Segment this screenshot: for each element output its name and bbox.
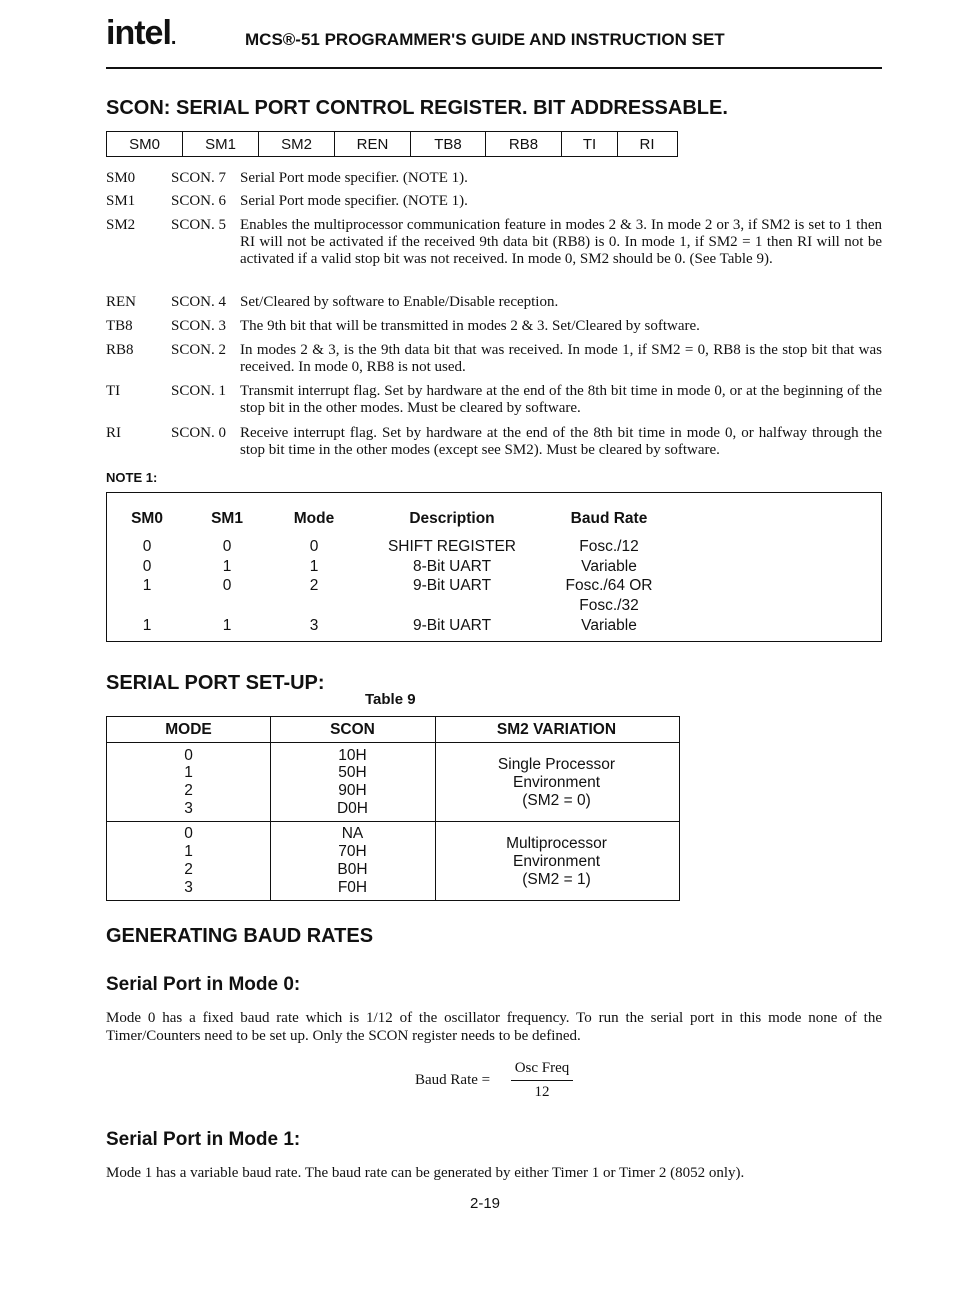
bit-address: SCON. 2 [171,342,227,358]
table-9-mode-cell: 0 [184,825,193,842]
table-9-scon-cell: F0H [337,879,368,896]
mode-table-cell: Fosc./64 OR [565,577,653,594]
mode-table-cell: 0 [142,558,152,575]
intel-logo: intel. [106,14,176,52]
mode-table-cell: 0 [222,577,232,594]
formula-denominator: 12 [534,1084,550,1100]
mode-table-cell: 9-Bit UART [412,577,492,594]
table-divider [107,742,679,743]
bit-name: TI [106,383,121,399]
table-9-mode-cell: 2 [184,861,193,878]
table-9-scon-cell: 70H [338,843,367,860]
mode-table-cell: SHIFT REGISTER [387,538,517,555]
bit-address: SCON. 4 [171,294,227,310]
formula-numerator: Osc Freq [514,1060,570,1076]
baud-rates-title: GENERATING BAUD RATES [106,925,374,947]
mode-table-cell: 2 [309,577,319,594]
mode0-paragraph: Mode 0 has a fixed baud rate which is 1/12 of the oscillator frequency. To run the serial port in this mode none of the Timer/Counters need to be set up. Only the SCON register needs to be defined. [106,1010,882,1044]
register-bit-cell: TB8 [411,132,486,156]
mode-table-cell: 8-Bit UART [412,558,492,575]
table-9-scon-cell: 10H [338,747,367,764]
bit-description: Serial Port mode specifier. (NOTE 1). [240,193,468,209]
table-9-scon-cell: B0H [337,861,368,878]
table-9-mode-cell: 1 [184,843,193,860]
table-9-variation-line: (SM2 = 0) [522,792,591,809]
bit-description: The 9th bit that will be transmitted in modes 2 & 3. Set/Cleared by software. [240,318,700,334]
mode-table-header: Description [409,510,495,527]
mode-table-header: Baud Rate [570,510,648,527]
table-9-scon-cell: NA [341,825,364,842]
table-9-variation-line: (SM2 = 1) [522,871,591,888]
table-9 [106,716,680,901]
mode-table-cell: 1 [222,558,232,575]
bit-description: In modes 2 & 3, is the 9th data bit that was received. In mode 1, if SM2 = 0, RB8 is the stop bit that was received. In mode 0, RB8 is not used. [240,342,882,375]
table-9-variation-line: Single Processor [497,756,616,773]
table-divider [107,821,679,822]
table-9-header: MODE [165,721,212,738]
mode-table-cell: 9-Bit UART [412,617,492,634]
mode-table-header: SM0 [131,510,163,527]
fraction-bar [511,1080,573,1081]
scon-register-diagram [106,131,678,157]
header-title: MCS®-51 PROGRAMMER'S GUIDE AND INSTRUCTION SET [245,30,725,49]
bit-name: SM2 [106,217,136,233]
bit-name: REN [106,294,136,310]
bit-name: SM0 [106,170,136,186]
mode-table-cell: 3 [309,617,319,634]
mode-table-cell: Fosc./12 [579,538,639,555]
mode-table-cell: 1 [142,577,152,594]
mode1-paragraph: Mode 1 has a variable baud rate. The baud rate can be generated by either Timer 1 or Timer 2 (8052 only). [106,1165,745,1181]
table-9-variation-line: Environment [512,774,600,791]
mode-table-header: SM1 [211,510,243,527]
table-9-scon-cell: 90H [338,782,367,799]
mode-table-cell: 0 [142,538,152,555]
table-9-scon-cell: D0H [336,800,368,817]
table-9-mode-cell: 0 [184,747,193,764]
register-bit-cell: RB8 [486,132,562,156]
bit-address: SCON. 5 [171,217,227,233]
mode-table [106,492,882,642]
header-rule [106,67,882,69]
mode-table-cell: Variable [581,558,637,575]
bit-address: SCON. 0 [171,425,227,441]
mode0-title: Serial Port in Mode 0: [106,974,301,995]
bit-name: SM1 [106,193,136,209]
mode-table-cell: 1 [142,617,152,634]
bit-description: Transmit interrupt flag. Set by hardware at the end of the 8th bit time in mode 0, or at the beginning of the stop bit in the other modes. Must be cleared by software. [240,383,882,416]
table-caption: Table 9 [365,691,416,708]
table-9-variation-line: Environment [512,853,600,870]
bit-description: Enables the multiprocessor communication feature in modes 2 & 3. In mode 2 or 3, if SM2 is set to 1 then RI will not be activated if the received 9th data bit (RB8) is 0. In mode 1, if SM2 = 1 then RI will not be activated if a valid stop bit was not received. In mode 0, SM2 should be 0. (See Table 9). [240,217,882,267]
bit-description: Receive interrupt flag. Set by hardware at the end of the 8th bit time in mode 0, or halfway through the stop bit time in the other modes (except see SM2). Must be cleared by software. [240,425,882,458]
table-9-scon-cell: 50H [338,764,367,781]
register-bit-cell: SM2 [259,132,335,156]
serial-port-setup-title: SERIAL PORT SET-UP: [106,672,325,694]
table-9-variation-line: Multiprocessor [506,835,607,852]
table-9-mode-cell: 2 [184,782,193,799]
bit-description: Set/Cleared by software to Enable/Disable reception. [240,294,559,310]
table-9-mode-cell: 3 [184,800,193,817]
page-number: 2-19 [470,1195,501,1212]
bit-description: Serial Port mode specifier. (NOTE 1). [240,170,468,186]
mode-table-header: Mode [293,510,335,527]
register-bit-cell: REN [335,132,411,156]
bit-address: SCON. 6 [171,193,227,209]
mode-table-cell: Fosc./32 [579,597,639,614]
bit-address: SCON. 1 [171,383,227,399]
mode-table-cell: 1 [222,617,232,634]
bit-address: SCON. 7 [171,170,227,186]
formula-lhs: Baud Rate = [415,1072,491,1088]
register-bit-cell: SM1 [183,132,259,156]
register-bit-cell: TI [562,132,618,156]
bit-name: TB8 [106,318,133,334]
table-9-header: SM2 VARIATION [496,721,617,738]
mode1-title: Serial Port in Mode 1: [106,1129,301,1150]
mode-table-cell: 1 [309,558,319,575]
table-9-header: SCON [330,721,375,738]
mode-table-cell: Variable [581,617,637,634]
note-label: NOTE 1: [106,470,158,485]
register-bit-cell: RI [639,135,655,153]
bit-name: RI [106,425,121,441]
table-9-mode-cell: 3 [184,879,193,896]
mode-table-cell: 0 [309,538,319,555]
scon-title: SCON: SERIAL PORT CONTROL REGISTER. BIT ADDRESSABLE. [106,97,728,119]
bit-name: RB8 [106,342,134,358]
bit-address: SCON. 3 [171,318,227,334]
register-bit-cell: SM0 [107,132,183,156]
mode-table-cell: 0 [222,538,232,555]
table-9-mode-cell: 1 [184,764,193,781]
